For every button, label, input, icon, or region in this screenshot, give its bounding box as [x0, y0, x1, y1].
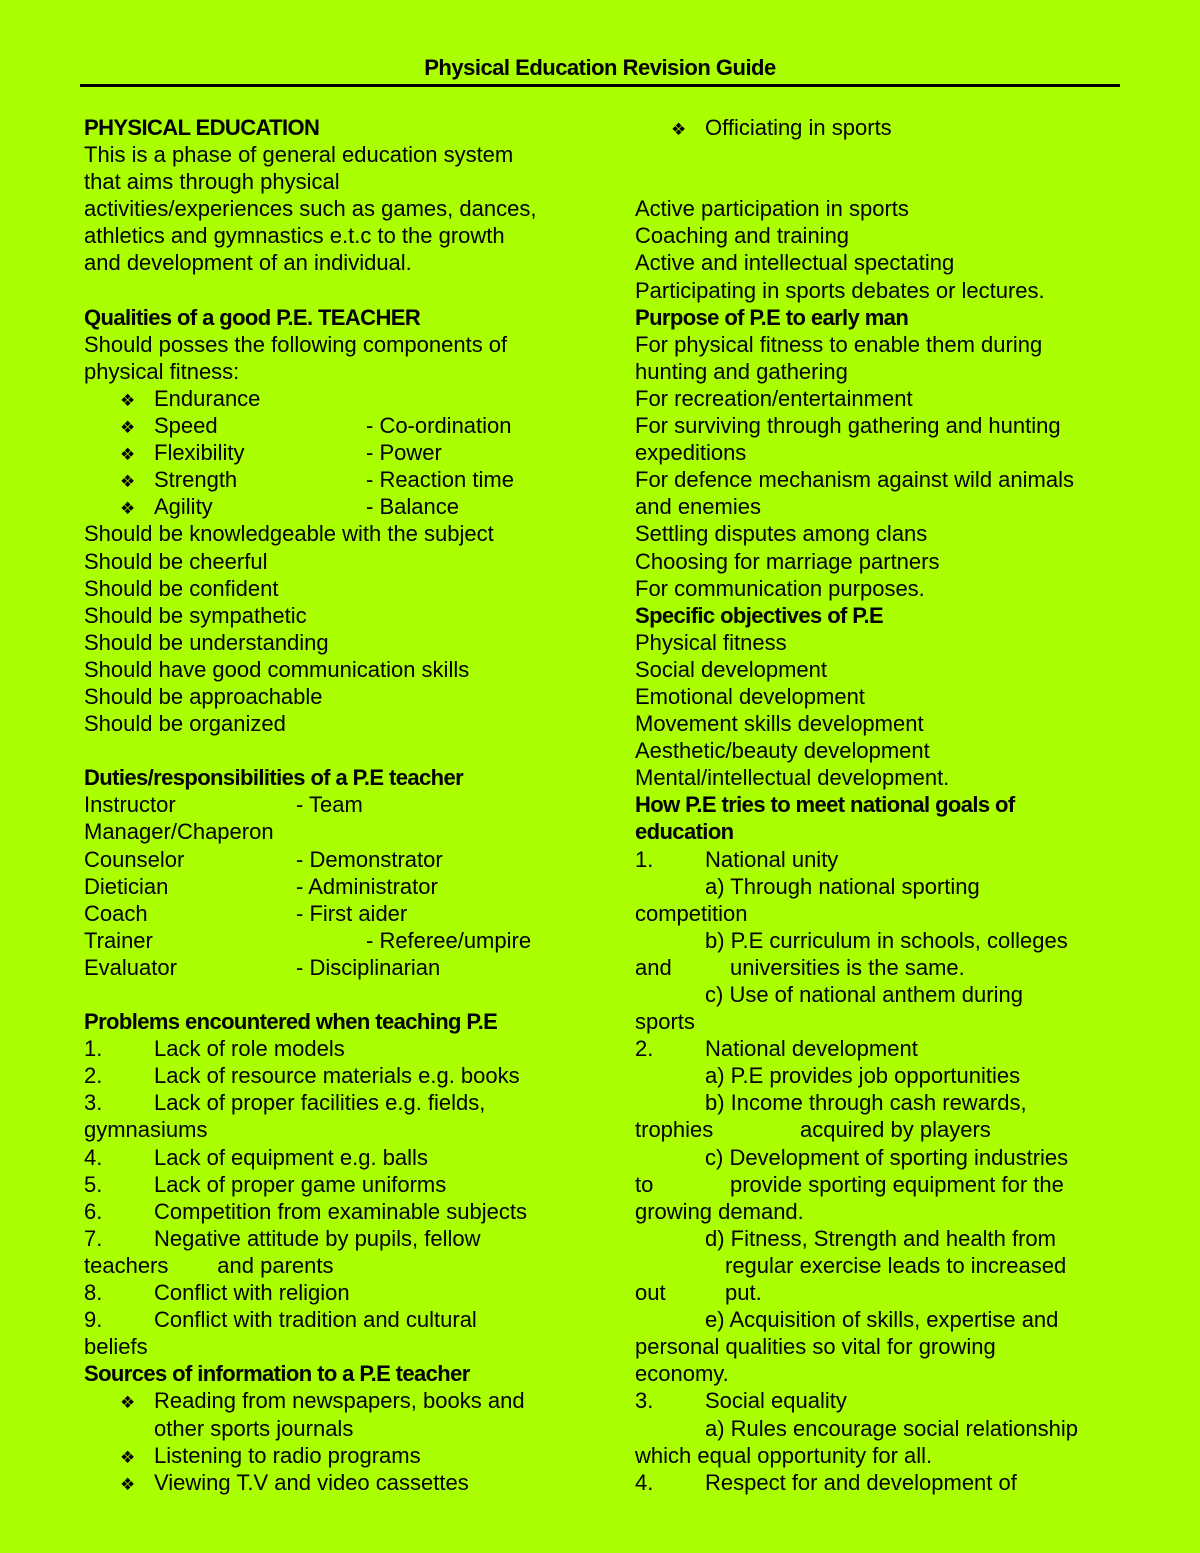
- list-number: 2.: [635, 1036, 654, 1062]
- fitness-item-secondary: - Co-ordination: [366, 413, 512, 439]
- fitness-item: Strength: [154, 467, 238, 493]
- section-heading-duties: Duties/responsibilities of a P.E teacher: [84, 765, 464, 791]
- goal-split-right: acquired by players: [800, 1117, 991, 1143]
- duty-item-secondary: - Administrator: [296, 873, 438, 899]
- paragraph-line: and development of an individual.: [84, 250, 412, 276]
- fitness-row: [84, 493, 584, 520]
- duty-item: Instructor: [84, 792, 176, 818]
- duty-item: Coach: [84, 900, 148, 926]
- goal-split-right: provide sporting equipment for the: [730, 1171, 1064, 1197]
- duty-item: Evaluator: [84, 954, 177, 980]
- objective-item: Movement skills development: [635, 711, 924, 737]
- goal-continued: economy.: [635, 1361, 729, 1387]
- duty-row: [84, 873, 584, 900]
- duty-row: [84, 846, 584, 873]
- bullet-icon: ❖: [120, 472, 136, 492]
- source-item: [84, 1442, 584, 1469]
- page-header-title: Physical Education Revision Guide: [424, 55, 776, 80]
- section-heading-physical-education: PHYSICAL EDUCATION: [84, 115, 320, 140]
- list-item: For physical fitness to enable them during: [635, 331, 1043, 357]
- problem-text: Lack of proper game uniforms: [154, 1171, 447, 1197]
- goal-sub-item: c) Use of national anthem during: [705, 982, 1023, 1007]
- participation-item: Active participation in sports: [635, 196, 909, 222]
- fitness-row: [84, 412, 584, 439]
- goal-continued: sports: [635, 1009, 695, 1035]
- goal-split-right: universities is the same.: [730, 954, 965, 980]
- problem-item: [84, 1089, 584, 1116]
- problem-item: [84, 1035, 584, 1062]
- bullet-icon: ❖: [120, 390, 136, 410]
- list-item: For defence mechanism against wild animals: [635, 467, 1074, 493]
- list-item: expeditions: [635, 440, 747, 466]
- list-number: 5.: [84, 1171, 103, 1197]
- list-number: 6.: [84, 1198, 103, 1224]
- list-item: Choosing for marriage partners: [635, 548, 940, 574]
- goal-numbered-item: [635, 846, 1125, 873]
- duty-item-secondary: - First aider: [296, 900, 408, 926]
- goal-text: Social equality: [705, 1388, 847, 1414]
- participation-item: Coaching and training: [635, 223, 850, 249]
- section-heading-early-man: Purpose of P.E to early man: [635, 304, 909, 330]
- goal-split-right: put.: [725, 1280, 762, 1306]
- list-item: For recreation/entertainment: [635, 385, 913, 411]
- bullet-icon: ❖: [120, 499, 136, 519]
- goal-sub-item: a) Rules encourage social relationship: [705, 1415, 1078, 1441]
- list-number: 1.: [635, 846, 654, 872]
- paragraph-line: that aims through physical: [84, 169, 340, 195]
- fitness-item: Flexibility: [154, 440, 245, 466]
- left-column: [84, 114, 584, 1496]
- list-item: Should be sympathetic: [84, 602, 307, 628]
- bullet-icon: ❖: [120, 445, 136, 465]
- objective-item: Aesthetic/beauty development: [635, 738, 930, 764]
- spacer: [635, 141, 1125, 168]
- paragraph-line: physical fitness:: [84, 358, 240, 384]
- participation-item: Active and intellectual spectating: [635, 250, 955, 276]
- officiating-text: Officiating in sports: [705, 115, 892, 140]
- goal-split-left: and: [635, 954, 672, 980]
- fitness-row: [84, 385, 584, 412]
- duty-row: [84, 900, 584, 927]
- goal-sub-item: a) P.E provides job opportunities: [705, 1063, 1021, 1089]
- source-item: [84, 1387, 584, 1414]
- goal-sub-item: c) Development of sporting industries: [705, 1144, 1069, 1170]
- paragraph-line: This is a phase of general education system: [84, 142, 514, 168]
- problem-text: Negative attitude by pupils, fellow: [154, 1225, 481, 1251]
- list-number: 8.: [84, 1280, 103, 1306]
- fitness-item: Endurance: [154, 385, 261, 411]
- duty-item-secondary: - Team: [296, 792, 363, 818]
- officiating-item: [635, 114, 1125, 141]
- problem-item: [84, 1252, 584, 1279]
- duty-item: Dietician: [84, 873, 169, 899]
- goal-continued: personal qualities so vital for growing: [635, 1334, 996, 1360]
- objective-item: Physical fitness: [635, 629, 787, 655]
- goal-split-line: [635, 1279, 1125, 1306]
- list-number: 3.: [84, 1090, 103, 1116]
- duty-item: Manager/Chaperon: [84, 819, 274, 845]
- goal-text: National unity: [705, 846, 839, 872]
- spacer: [635, 168, 1125, 195]
- objective-item: Social development: [635, 656, 828, 682]
- problem-item: [84, 1062, 584, 1089]
- list-number: 2.: [84, 1063, 103, 1089]
- duty-row: [84, 927, 584, 954]
- list-item: Should be knowledgeable with the subject: [84, 521, 494, 547]
- goal-sub-item: e) Acquisition of skills, expertise and: [705, 1307, 1059, 1333]
- source-item: [84, 1469, 584, 1496]
- source-text: Viewing T.V and video cassettes: [154, 1469, 469, 1495]
- list-item: Should be confident: [84, 575, 279, 601]
- problem-text-continued: gymnasiums: [84, 1117, 208, 1143]
- goal-split-left: trophies: [635, 1117, 714, 1143]
- problem-text-continued: teachers and parents: [84, 1252, 334, 1278]
- goal-numbered-item: [635, 1035, 1125, 1062]
- goal-split-line: [635, 1171, 1125, 1198]
- section-heading-objectives: Specific objectives of P.E: [635, 602, 884, 628]
- goal-numbered-item: [635, 1387, 1125, 1414]
- section-heading-national-goals: How P.E tries to meet national goals of: [635, 792, 1015, 818]
- spacer: [84, 981, 584, 1008]
- problem-text: Lack of proper facilities e.g. fields,: [154, 1090, 486, 1116]
- goal-split-left: to: [635, 1171, 654, 1197]
- spacer: [84, 277, 584, 304]
- list-item: hunting and gathering: [635, 358, 848, 384]
- source-text: other sports journals: [154, 1415, 354, 1441]
- section-heading-qualities: Qualities of a good P.E. TEACHER: [84, 304, 421, 330]
- bullet-icon: ❖: [120, 1393, 136, 1413]
- goal-continued: competition: [635, 900, 748, 926]
- bullet-icon: ❖: [671, 120, 687, 139]
- paragraph-line: activities/experiences such as games, dances,: [84, 196, 537, 222]
- right-column: [635, 114, 1125, 1496]
- goal-continued: growing demand.: [635, 1198, 804, 1224]
- fitness-item-secondary: - Power: [366, 440, 442, 466]
- list-number: 3.: [635, 1388, 654, 1414]
- paragraph-line: athletics and gymnastics e.t.c to the growth: [84, 223, 505, 249]
- fitness-item-secondary: - Balance: [366, 494, 459, 520]
- fitness-item: Agility: [154, 494, 213, 520]
- bullet-icon: ❖: [120, 1447, 136, 1467]
- goal-split-line: [635, 954, 1125, 981]
- header-divider: [80, 84, 1120, 87]
- problem-item: [84, 1279, 584, 1306]
- goal-split-left: out: [635, 1280, 666, 1306]
- bullet-icon: ❖: [120, 418, 136, 438]
- problem-item: [84, 1225, 584, 1252]
- list-item: and enemies: [635, 494, 761, 520]
- bullet-icon: ❖: [120, 1474, 136, 1494]
- goal-sub-item-continued: regular exercise leads to increased: [725, 1252, 1067, 1278]
- goal-sub-item: b) P.E curriculum in schools, colleges: [705, 927, 1068, 953]
- goal-split-line: [635, 1116, 1125, 1143]
- source-text: Listening to radio programs: [154, 1442, 421, 1468]
- duty-item-secondary: - Demonstrator: [296, 846, 443, 872]
- list-number: 1.: [84, 1036, 103, 1062]
- problem-text: Competition from examinable subjects: [154, 1198, 527, 1224]
- list-item: Should have good communication skills: [84, 656, 470, 682]
- duty-row: [84, 791, 584, 818]
- goal-text: Respect for and development of: [705, 1469, 1017, 1495]
- goal-sub-item: b) Income through cash rewards,: [705, 1090, 1027, 1116]
- problem-item: [84, 1171, 584, 1198]
- duty-item-secondary: - Disciplinarian: [296, 954, 441, 980]
- goal-sub-item: d) Fitness, Strength and health from: [705, 1225, 1056, 1251]
- list-item: For surviving through gathering and hunting: [635, 413, 1061, 439]
- spacer: [84, 737, 584, 764]
- list-item: Should be cheerful: [84, 548, 268, 574]
- participation-item: Participating in sports debates or lectures.: [635, 277, 1045, 303]
- problem-item: [84, 1306, 584, 1333]
- objective-item: Mental/intellectual development.: [635, 765, 950, 791]
- problem-text: Lack of role models: [154, 1036, 345, 1062]
- problem-item: [84, 1333, 584, 1360]
- source-text: Reading from newspapers, books and: [154, 1388, 525, 1414]
- problem-text: Lack of equipment e.g. balls: [154, 1144, 428, 1170]
- list-number: 7.: [84, 1225, 103, 1251]
- fitness-item-secondary: - Reaction time: [366, 467, 514, 493]
- list-number: 4.: [84, 1144, 103, 1170]
- duty-row: [84, 818, 584, 845]
- list-item: Should be organized: [84, 711, 286, 737]
- problem-text-continued: beliefs: [84, 1334, 148, 1360]
- duty-item: Trainer: [84, 927, 153, 953]
- list-number: 4.: [635, 1469, 654, 1495]
- section-heading-problems: Problems encountered when teaching P.E: [84, 1009, 498, 1035]
- duty-row: [84, 954, 584, 981]
- source-item: [84, 1415, 584, 1442]
- goal-numbered-item: [635, 1469, 1125, 1496]
- duty-item-secondary: - Referee/umpire: [366, 927, 532, 953]
- list-item: Settling disputes among clans: [635, 521, 928, 547]
- list-item: Should be approachable: [84, 683, 323, 709]
- problem-text: Conflict with religion: [154, 1280, 350, 1306]
- section-heading-sources: Sources of information to a P.E teacher: [84, 1361, 470, 1387]
- duty-item: Counselor: [84, 846, 185, 872]
- paragraph-line: Should posses the following components of: [84, 331, 508, 357]
- list-item: Should be understanding: [84, 629, 329, 655]
- fitness-item: Speed: [154, 413, 218, 439]
- problem-item: [84, 1116, 584, 1143]
- objective-item: Emotional development: [635, 683, 865, 709]
- goal-text: National development: [705, 1036, 918, 1062]
- problem-text: Lack of resource materials e.g. books: [154, 1063, 520, 1089]
- problem-text: Conflict with tradition and cultural: [154, 1307, 477, 1333]
- list-number: 9.: [84, 1307, 103, 1333]
- fitness-row: [84, 439, 584, 466]
- problem-item: [84, 1198, 584, 1225]
- list-item: For communication purposes.: [635, 575, 925, 601]
- fitness-row: [84, 466, 584, 493]
- problem-item: [84, 1144, 584, 1171]
- goal-sub-item: a) Through national sporting: [705, 873, 980, 899]
- section-heading-national-goals: education: [635, 819, 734, 845]
- goal-continued: which equal opportunity for all.: [635, 1442, 933, 1468]
